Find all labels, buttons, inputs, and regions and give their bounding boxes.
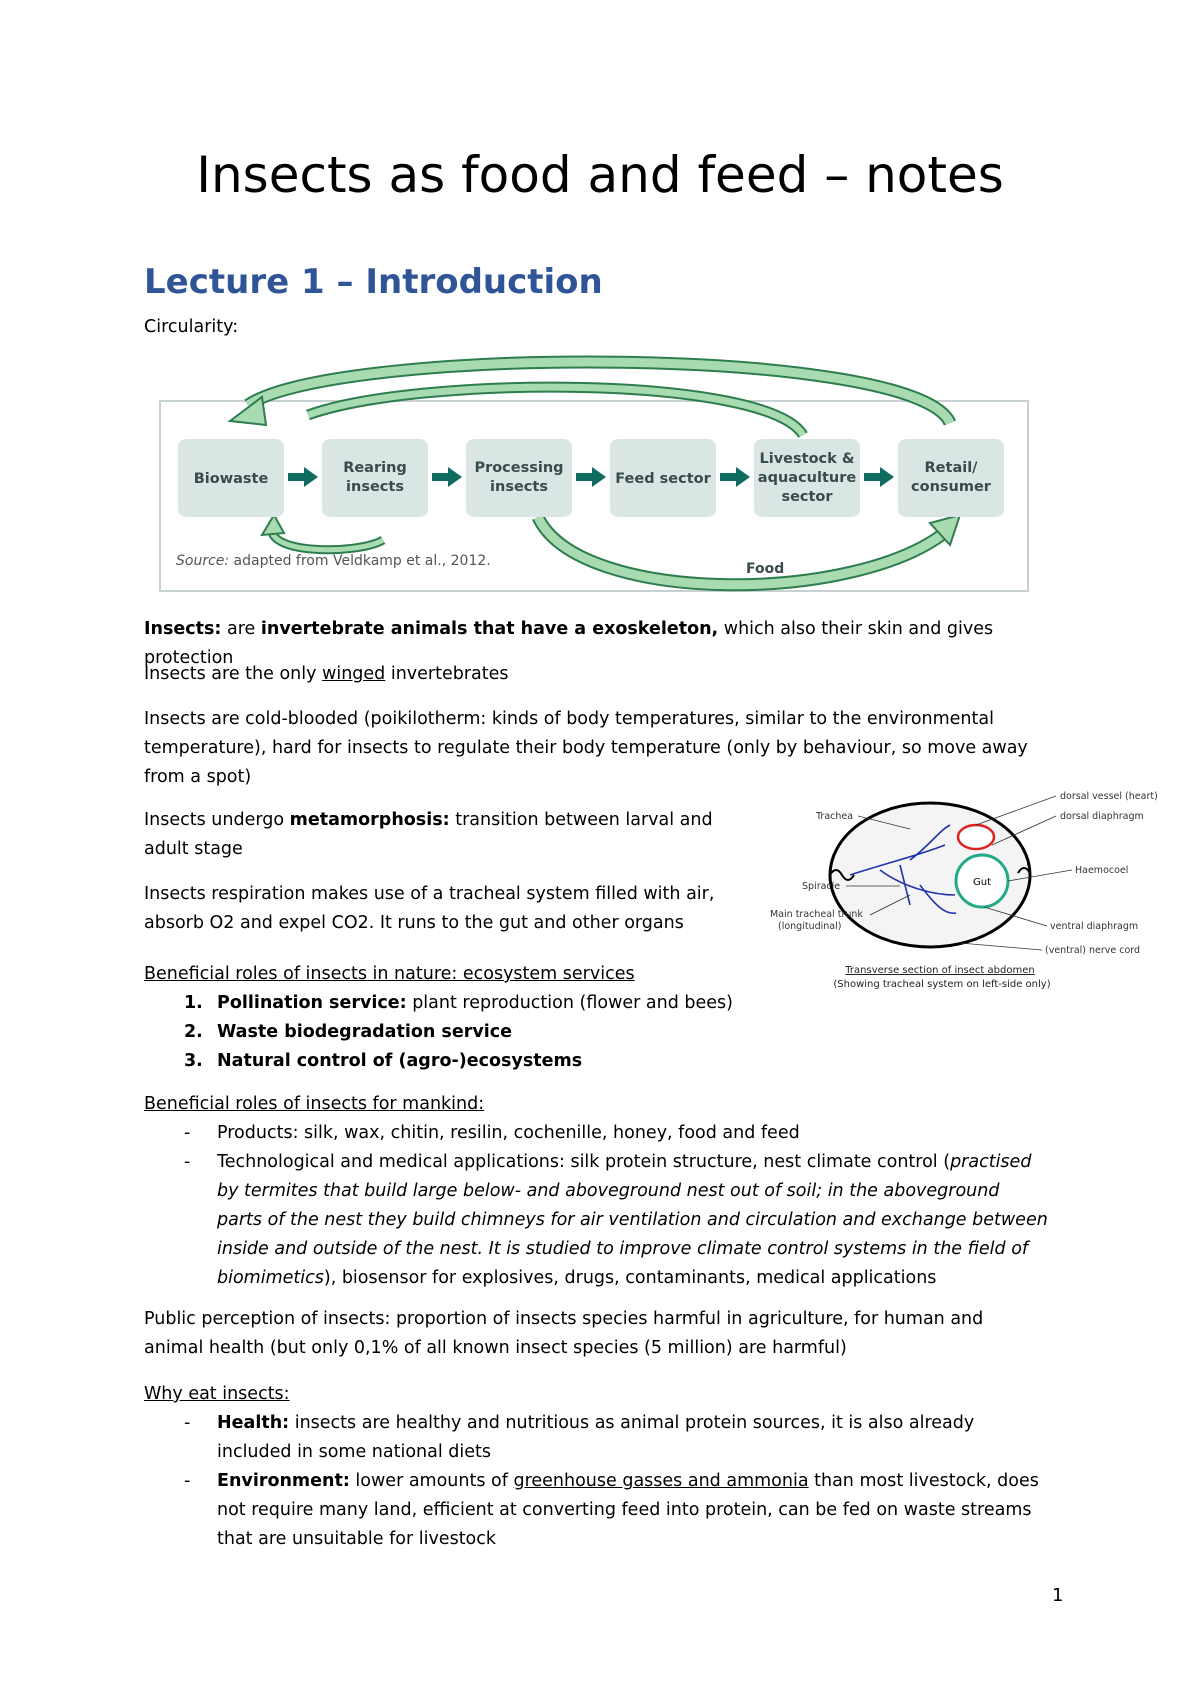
cold-blooded-paragraph: Insects are cold-blooded (poikilotherm: kinds of body temperatures, similar to the environmental temperature), hard for insects to regulate their body temperature (only by behaviour, so move away from a spot)	[144, 709, 1028, 787]
list-item: 1. Pollination service: plant reproduction (flower and bees)	[184, 993, 733, 1013]
box-processing	[466, 439, 572, 517]
list-item: - Environment: lower amounts of greenhouse gasses and ammonia than most livestock, does not require many land, efficient at converting feed into protein, can be fed on waste streams that are unsuitable for livestock	[184, 1471, 1039, 1549]
label-spiracle: Spiracle	[802, 881, 841, 892]
figure-caption-1: Transverse section of insect abdomen	[845, 965, 1035, 976]
box-label-retail-1: Retail/	[924, 460, 978, 476]
box-label-rearing-1: Rearing	[343, 460, 407, 476]
dorsal-vessel	[958, 825, 994, 849]
list-item: - Technological and medical applications: silk protein structure, nest climate control (practised by termites that build large below- and aboveground nest out of soil; in the aboveground parts of the nest they build chimneys for air ventilation and circulation and exchange between inside and outside of the nest. It is studied to improve climate control systems in the field of biomimetics), biosensor for explosives, drugs, contaminants, medical applications	[184, 1152, 1048, 1288]
box-label-biowaste: Biowaste	[193, 471, 269, 487]
label-main-trunk-1: Main tracheal trunk	[770, 909, 863, 920]
respiration-paragraph: Insects respiration makes use of a tracheal system filled with air, absorb O2 and expel CO2. It runs to the gut and other organs	[144, 884, 715, 933]
circularity-label: Circularity:	[144, 317, 239, 337]
label-dorsal-diaphragm: dorsal diaphragm	[1060, 811, 1144, 822]
box-label-rearing-2: insects	[346, 479, 404, 495]
mankind-roles-heading: Beneficial roles of insects for mankind:	[144, 1094, 485, 1114]
box-label-processing-2: insects	[490, 479, 548, 495]
list-item: - Products: silk, wax, chitin, resilin, cochenille, honey, food and feed	[184, 1123, 800, 1143]
box-rearing	[322, 439, 428, 517]
label-main-trunk-2: (longitudinal)	[778, 921, 842, 932]
why-eat-heading: Why eat insects:	[144, 1384, 290, 1404]
box-label-livestock-1: Livestock &	[759, 451, 855, 467]
gut-label: Gut	[973, 877, 992, 888]
box-label-processing-1: Processing	[474, 460, 564, 476]
lecture-heading: Lecture 1 – Introduction	[144, 262, 603, 302]
circularity-diagram	[158, 355, 1030, 595]
box-retail	[898, 439, 1004, 517]
nature-roles-section	[144, 960, 1064, 1076]
label-haemocoel: Haemocoel	[1075, 865, 1129, 876]
nature-roles-list	[144, 989, 1064, 1076]
label-trachea: Trachea	[816, 811, 854, 822]
label-nerve-cord: (ventral) nerve cord	[1045, 945, 1141, 956]
why-eat-section	[144, 1380, 1084, 1554]
list-item: 2. Waste biodegradation service	[184, 1022, 512, 1042]
label-ventral-diaphragm: ventral diaphragm	[1050, 921, 1139, 932]
box-label-livestock-3: sector	[781, 489, 833, 505]
box-label-retail-2: consumer	[911, 479, 991, 495]
page-number: 1	[1052, 1585, 1064, 1606]
source-note: Source: adapted from Veldkamp et al., 2012.	[176, 553, 491, 569]
nature-roles-heading: Beneficial roles of insects in nature: ecosystem services	[144, 964, 635, 984]
insects-definition: Insects: are invertebrate animals that have a exoskeleton, which also their skin and gives protection	[144, 619, 994, 668]
winged-paragraph: Insects are the only winged invertebrates	[144, 664, 509, 684]
figure-caption-2: (Showing tracheal system on left-side only)	[833, 979, 1051, 990]
perception-paragraph: Public perception of insects: proportion of insects species harmful in agriculture, for human and animal health (but only 0,1% of all known insect species (5 million) are harmful)	[144, 1309, 984, 1358]
document-title: Insects as food and feed – notes	[196, 146, 1004, 204]
box-label-livestock-2: aquaculture	[757, 470, 857, 486]
metamorphosis-paragraph: Insects undergo metamorphosis: transition between larval and adult stage	[144, 810, 713, 859]
food-label: Food	[746, 561, 785, 577]
mankind-roles-section	[144, 1090, 1084, 1293]
list-item: 3. Natural control of (agro-)ecosystems	[184, 1051, 583, 1071]
label-dorsal-vessel: dorsal vessel (heart)	[1060, 791, 1158, 802]
box-label-feed: Feed sector	[615, 471, 711, 487]
list-item: - Health: insects are healthy and nutritious as animal protein sources, it is also already included in some national diets	[184, 1413, 975, 1462]
